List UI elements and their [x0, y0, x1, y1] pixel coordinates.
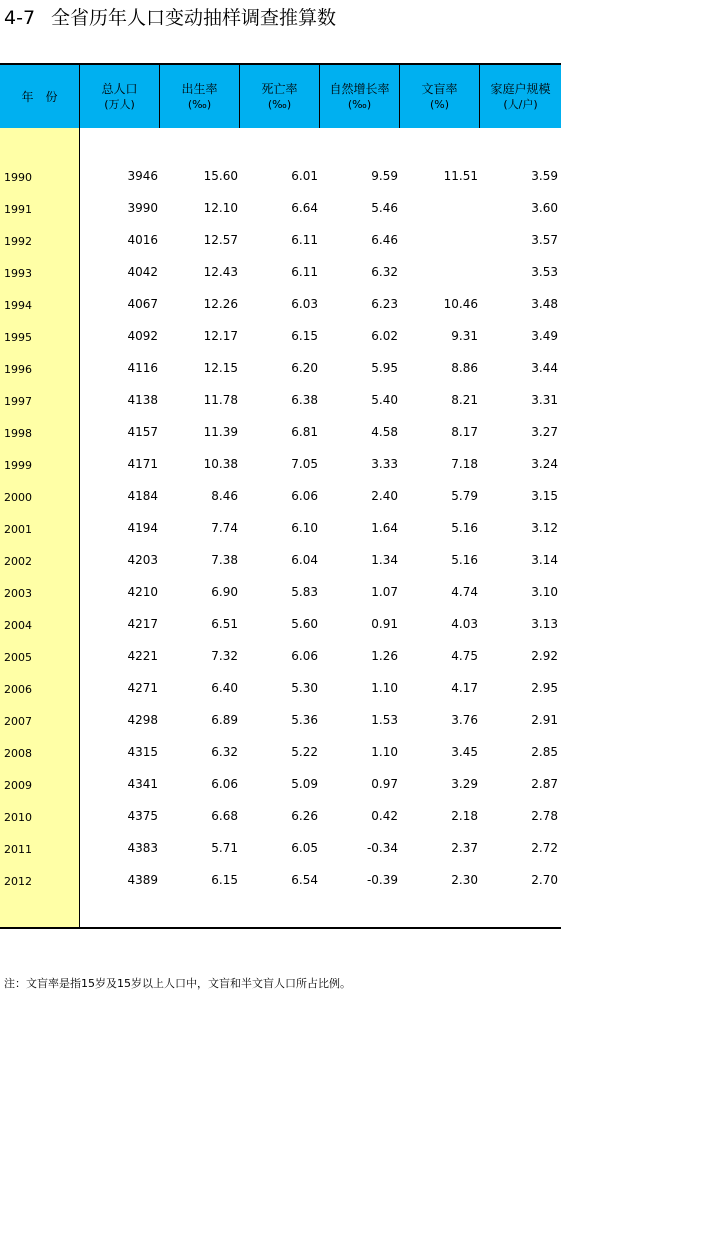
cell-year: 2012	[4, 875, 32, 888]
cell-natural-growth-rate: 5.95	[371, 361, 398, 375]
cell-birth-rate: 6.40	[211, 681, 238, 695]
cell-total-population: 4042	[127, 265, 158, 279]
footnote: 注：文盲率是指15岁及15岁以上人口中，文盲和半文盲人口所占比例。	[4, 977, 351, 990]
cell-year: 2003	[4, 587, 32, 600]
cell-illiteracy-rate: 9.31	[451, 329, 478, 343]
cell-illiteracy-rate: 4.75	[451, 649, 478, 663]
cell-household-size: 3.10	[531, 585, 558, 599]
cell-total-population: 4184	[127, 489, 158, 503]
header-unit: (‰)	[267, 97, 292, 111]
cell-death-rate: 6.81	[291, 425, 318, 439]
cell-death-rate: 6.05	[291, 841, 318, 855]
cell-natural-growth-rate: 1.26	[371, 649, 398, 663]
cell-natural-growth-rate: 6.32	[371, 265, 398, 279]
cell-illiteracy-rate: 7.18	[451, 457, 478, 471]
cell-household-size: 3.24	[531, 457, 558, 471]
cell-household-size: 3.60	[531, 201, 558, 215]
cell-total-population: 4138	[127, 393, 158, 407]
header-label: 死亡率	[261, 81, 298, 96]
cell-total-population: 4217	[127, 617, 158, 631]
cell-illiteracy-rate: 5.79	[451, 489, 478, 503]
cell-household-size: 3.15	[531, 489, 558, 503]
cell-death-rate: 6.64	[291, 201, 318, 215]
cell-natural-growth-rate: 1.10	[371, 681, 398, 695]
cell-total-population: 3946	[127, 169, 158, 183]
cell-birth-rate: 7.74	[211, 521, 238, 535]
cell-household-size: 3.44	[531, 361, 558, 375]
cell-death-rate: 7.05	[291, 457, 318, 471]
cell-natural-growth-rate: -0.39	[366, 873, 398, 887]
cell-death-rate: 6.11	[291, 265, 318, 279]
cell-birth-rate: 12.15	[203, 361, 238, 375]
cell-death-rate: 5.60	[291, 617, 318, 631]
cell-birth-rate: 6.06	[211, 777, 238, 791]
table-row	[0, 328, 561, 360]
cell-natural-growth-rate: 1.53	[371, 713, 398, 727]
cell-illiteracy-rate: 2.18	[451, 809, 478, 823]
header-total-population	[80, 65, 160, 128]
cell-illiteracy-rate: 8.86	[451, 361, 478, 375]
table-row	[0, 360, 561, 392]
cell-birth-rate: 12.17	[203, 329, 238, 343]
cell-natural-growth-rate: 0.97	[371, 777, 398, 791]
cell-total-population: 4315	[127, 745, 158, 759]
cell-illiteracy-rate: 3.76	[451, 713, 478, 727]
cell-death-rate: 6.38	[291, 393, 318, 407]
cell-total-population: 4092	[127, 329, 158, 343]
header-year	[0, 65, 80, 128]
table-row	[0, 584, 561, 616]
cell-birth-rate: 7.32	[211, 649, 238, 663]
cell-death-rate: 6.10	[291, 521, 318, 535]
cell-natural-growth-rate: 0.42	[371, 809, 398, 823]
header-death-rate	[240, 65, 320, 128]
cell-total-population: 4203	[127, 553, 158, 567]
cell-birth-rate: 6.32	[211, 745, 238, 759]
header-natural-growth-rate	[320, 65, 400, 128]
cell-death-rate: 6.03	[291, 297, 318, 311]
cell-household-size: 3.12	[531, 521, 558, 535]
table-title: 全省历年人口变动抽样调查推算数	[51, 7, 337, 29]
cell-household-size: 3.31	[531, 393, 558, 407]
cell-natural-growth-rate: 6.23	[371, 297, 398, 311]
cell-total-population: 4341	[127, 777, 158, 791]
cell-natural-growth-rate: 5.46	[371, 201, 398, 215]
cell-birth-rate: 8.46	[211, 489, 238, 503]
table-row	[0, 552, 561, 584]
cell-natural-growth-rate: 6.02	[371, 329, 398, 343]
cell-birth-rate: 12.10	[203, 201, 238, 215]
cell-illiteracy-rate: 11.51	[443, 169, 478, 183]
cell-illiteracy-rate: 3.45	[451, 745, 478, 759]
page-title	[4, 6, 336, 30]
table-row	[0, 424, 561, 456]
table-row	[0, 648, 561, 680]
table-row	[0, 392, 561, 424]
cell-illiteracy-rate: 2.37	[451, 841, 478, 855]
cell-death-rate: 5.30	[291, 681, 318, 695]
cell-household-size: 2.85	[531, 745, 558, 759]
header-label: 出生率	[181, 81, 218, 96]
cell-year: 2001	[4, 523, 32, 536]
table-row	[0, 776, 561, 808]
cell-year: 2011	[4, 843, 32, 856]
cell-household-size: 3.53	[531, 265, 558, 279]
header-unit: (%)	[429, 97, 450, 111]
cell-year: 1996	[4, 363, 32, 376]
cell-total-population: 4016	[127, 233, 158, 247]
cell-year: 2006	[4, 683, 32, 696]
table-number: 4-7	[4, 7, 36, 29]
cell-illiteracy-rate: 8.21	[451, 393, 478, 407]
cell-death-rate: 6.15	[291, 329, 318, 343]
table-row	[0, 296, 561, 328]
cell-illiteracy-rate: 8.17	[451, 425, 478, 439]
cell-illiteracy-rate: 2.30	[451, 873, 478, 887]
cell-household-size: 2.95	[531, 681, 558, 695]
table-row	[0, 456, 561, 488]
cell-year: 2002	[4, 555, 32, 568]
table-row	[0, 840, 561, 872]
cell-year: 2007	[4, 715, 32, 728]
cell-birth-rate: 11.78	[203, 393, 238, 407]
table-row	[0, 744, 561, 776]
cell-illiteracy-rate: 5.16	[451, 521, 478, 535]
cell-household-size: 3.59	[531, 169, 558, 183]
cell-household-size: 3.13	[531, 617, 558, 631]
cell-death-rate: 5.09	[291, 777, 318, 791]
cell-birth-rate: 15.60	[203, 169, 238, 183]
cell-year: 1995	[4, 331, 32, 344]
cell-death-rate: 6.54	[291, 873, 318, 887]
cell-year: 1991	[4, 203, 32, 216]
cell-year: 2005	[4, 651, 32, 664]
cell-natural-growth-rate: 1.64	[371, 521, 398, 535]
header-unit: (‰)	[347, 97, 372, 111]
cell-household-size: 2.70	[531, 873, 558, 887]
cell-death-rate: 6.01	[291, 169, 318, 183]
table-row	[0, 680, 561, 712]
cell-year: 1990	[4, 171, 32, 184]
cell-natural-growth-rate: 9.59	[371, 169, 398, 183]
cell-total-population: 4221	[127, 649, 158, 663]
cell-household-size: 2.87	[531, 777, 558, 791]
cell-total-population: 4375	[127, 809, 158, 823]
cell-illiteracy-rate: 4.74	[451, 585, 478, 599]
cell-death-rate: 5.36	[291, 713, 318, 727]
cell-total-population: 4194	[127, 521, 158, 535]
table-row	[0, 488, 561, 520]
cell-total-population: 4383	[127, 841, 158, 855]
cell-birth-rate: 6.15	[211, 873, 238, 887]
header-household-size	[480, 65, 561, 128]
cell-household-size: 2.91	[531, 713, 558, 727]
table-header	[0, 63, 561, 128]
table-row	[0, 264, 561, 296]
cell-natural-growth-rate: 2.40	[371, 489, 398, 503]
cell-birth-rate: 6.51	[211, 617, 238, 631]
cell-natural-growth-rate: 3.33	[371, 457, 398, 471]
cell-birth-rate: 6.68	[211, 809, 238, 823]
table-row	[0, 168, 561, 200]
table-row	[0, 520, 561, 552]
cell-birth-rate: 12.57	[203, 233, 238, 247]
cell-death-rate: 6.20	[291, 361, 318, 375]
cell-household-size: 3.14	[531, 553, 558, 567]
header-label: 总人口	[101, 81, 138, 96]
header-illiteracy-rate	[400, 65, 480, 128]
header-unit: (人/户)	[503, 97, 538, 111]
cell-birth-rate: 10.38	[203, 457, 238, 471]
cell-year: 2008	[4, 747, 32, 760]
cell-birth-rate: 12.26	[203, 297, 238, 311]
cell-year: 1999	[4, 459, 32, 472]
cell-birth-rate: 12.43	[203, 265, 238, 279]
cell-birth-rate: 5.71	[211, 841, 238, 855]
cell-total-population: 4157	[127, 425, 158, 439]
cell-year: 1997	[4, 395, 32, 408]
cell-birth-rate: 6.90	[211, 585, 238, 599]
table-row	[0, 808, 561, 840]
header-unit: (万人)	[104, 97, 135, 111]
cell-death-rate: 6.06	[291, 489, 318, 503]
cell-death-rate: 6.04	[291, 553, 318, 567]
cell-natural-growth-rate: -0.34	[366, 841, 398, 855]
cell-illiteracy-rate: 3.29	[451, 777, 478, 791]
cell-household-size: 2.92	[531, 649, 558, 663]
header-label: 文盲率	[421, 81, 458, 96]
cell-natural-growth-rate: 1.07	[371, 585, 398, 599]
cell-household-size: 3.27	[531, 425, 558, 439]
header-birth-rate	[160, 65, 240, 128]
table-row	[0, 232, 561, 264]
cell-total-population: 4389	[127, 873, 158, 887]
cell-illiteracy-rate: 4.17	[451, 681, 478, 695]
cell-natural-growth-rate: 1.10	[371, 745, 398, 759]
cell-household-size: 3.57	[531, 233, 558, 247]
table-row	[0, 872, 561, 904]
cell-total-population: 4067	[127, 297, 158, 311]
cell-natural-growth-rate: 5.40	[371, 393, 398, 407]
cell-natural-growth-rate: 1.34	[371, 553, 398, 567]
table-row	[0, 712, 561, 744]
header-year-label: 年 份	[21, 89, 58, 104]
cell-household-size: 3.49	[531, 329, 558, 343]
cell-death-rate: 5.22	[291, 745, 318, 759]
cell-total-population: 4210	[127, 585, 158, 599]
cell-year: 2009	[4, 779, 32, 792]
cell-year: 1994	[4, 299, 32, 312]
table-bottom-rule	[0, 927, 561, 929]
cell-birth-rate: 7.38	[211, 553, 238, 567]
cell-death-rate: 6.06	[291, 649, 318, 663]
cell-household-size: 3.48	[531, 297, 558, 311]
cell-household-size: 2.78	[531, 809, 558, 823]
cell-natural-growth-rate: 4.58	[371, 425, 398, 439]
cell-year: 1993	[4, 267, 32, 280]
cell-year: 2000	[4, 491, 32, 504]
cell-illiteracy-rate: 4.03	[451, 617, 478, 631]
cell-birth-rate: 6.89	[211, 713, 238, 727]
cell-year: 2010	[4, 811, 32, 824]
cell-total-population: 4116	[127, 361, 158, 375]
cell-illiteracy-rate: 10.46	[443, 297, 478, 311]
header-unit: (‰)	[187, 97, 212, 111]
cell-natural-growth-rate: 6.46	[371, 233, 398, 247]
cell-total-population: 4171	[127, 457, 158, 471]
header-label: 自然增长率	[329, 81, 390, 96]
cell-death-rate: 6.26	[291, 809, 318, 823]
cell-death-rate: 6.11	[291, 233, 318, 247]
cell-total-population: 3990	[127, 201, 158, 215]
cell-year: 2004	[4, 619, 32, 632]
cell-natural-growth-rate: 0.91	[371, 617, 398, 631]
table-row	[0, 200, 561, 232]
cell-total-population: 4271	[127, 681, 158, 695]
cell-death-rate: 5.83	[291, 585, 318, 599]
cell-household-size: 2.72	[531, 841, 558, 855]
cell-illiteracy-rate: 5.16	[451, 553, 478, 567]
cell-total-population: 4298	[127, 713, 158, 727]
cell-year: 1992	[4, 235, 32, 248]
cell-birth-rate: 11.39	[203, 425, 238, 439]
header-label: 家庭户规模	[490, 81, 551, 96]
table-row	[0, 616, 561, 648]
cell-year: 1998	[4, 427, 32, 440]
